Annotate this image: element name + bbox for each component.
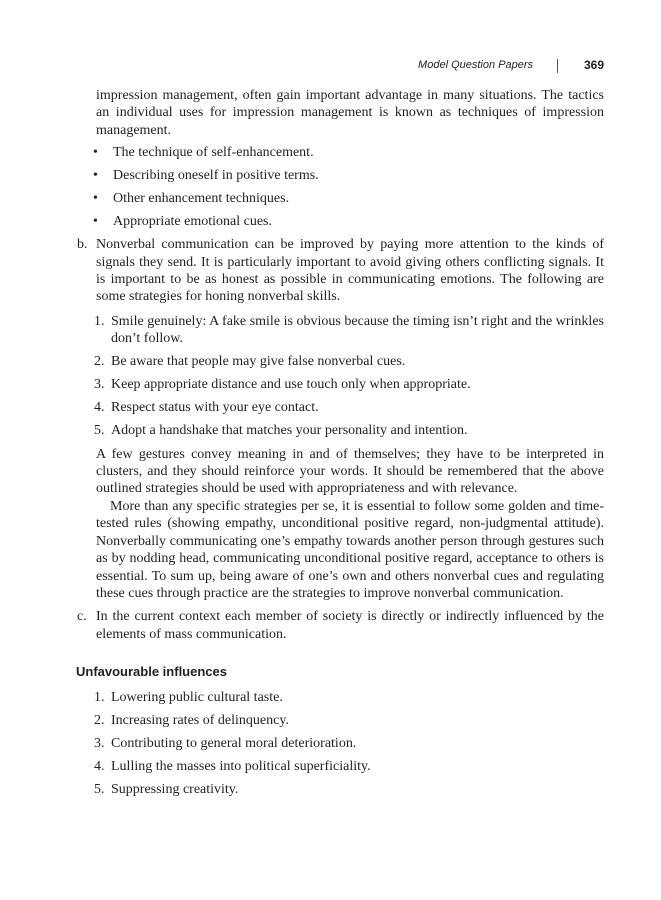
list-item	[94, 399, 604, 416]
list-item-text: Contributing to general moral deterioration.	[111, 735, 357, 751]
page-body	[0, 87, 661, 804]
intro-bullet-list	[0, 144, 661, 230]
list-item	[94, 781, 604, 798]
list-item-text: Lulling the masses into political superficiality.	[111, 758, 371, 774]
item-b	[77, 236, 604, 306]
item-b-paragraph-1: A few gestures convey meaning in and of themselves; they have to be interpreted in clusters, and they should reinforce your words. It should be remembered that the above outlined strategies should be used with appropriateness and with relevance.	[96, 446, 604, 497]
list-item-text: Be aware that people may give false nonverbal cues.	[111, 354, 406, 370]
list-number: 5.	[94, 781, 105, 797]
list-item-text: Increasing rates of delinquency.	[111, 712, 289, 728]
bullet-icon: •	[93, 145, 98, 161]
list-number: 4.	[94, 400, 105, 416]
list-item-text: Adopt a handshake that matches your personality and intention.	[111, 423, 468, 439]
list-item-text: Appropriate emotional cues.	[113, 214, 273, 230]
list-item-text: Suppressing creativity.	[111, 781, 239, 797]
list-number: 1.	[94, 313, 105, 329]
bullet-icon: •	[93, 191, 98, 207]
header-divider	[557, 59, 558, 73]
list-item	[94, 376, 604, 393]
list-number: 1.	[94, 689, 105, 705]
list-item-text: Keep appropriate distance and use touch only when appropriate.	[111, 377, 471, 393]
list-number: 2.	[94, 354, 105, 370]
list-item-text: Lowering public cultural taste.	[111, 689, 283, 705]
list-item	[94, 735, 604, 752]
intro-paragraph: impression management, often gain important advantage in many situations. The tactics an individual uses for impression management is known as techniques of impression management.	[96, 88, 604, 138]
item-b-discussion	[96, 446, 604, 603]
unfavourable-list	[0, 689, 661, 798]
list-item	[94, 313, 604, 348]
list-number: 3.	[94, 735, 105, 751]
list-item	[93, 190, 661, 207]
list-item	[94, 712, 604, 729]
item-b-text: Nonverbal communication can be improved by paying more attention to the kinds of signals they send. It is particularly important to avoid giving others conflicting signals. It is important to be as honest as possible in communicating emotions. The following are some strategies for honing nonverbal skills.	[96, 237, 604, 305]
list-item	[94, 422, 604, 439]
item-c-text: In the current context each member of society is directly or indirectly influenced by the elements of mass communication.	[96, 609, 604, 642]
list-item-text: The technique of self-enhancement.	[113, 145, 314, 161]
list-item	[93, 144, 661, 161]
item-b-label: b.	[77, 237, 88, 253]
list-item-text: Describing oneself in positive terms.	[113, 168, 319, 184]
running-header	[0, 58, 661, 76]
running-title: Model Question Papers	[418, 59, 533, 71]
item-c-label: c.	[77, 609, 87, 625]
list-item	[94, 758, 604, 775]
page-number: 369	[584, 58, 605, 72]
list-item	[94, 689, 604, 706]
list-number: 3.	[94, 377, 105, 393]
list-number: 4.	[94, 758, 105, 774]
list-number: 5.	[94, 423, 105, 439]
bullet-icon: •	[93, 168, 98, 184]
list-item-text: Respect status with your eye contact.	[111, 400, 319, 416]
bullet-icon: •	[93, 214, 98, 230]
list-number: 2.	[94, 712, 105, 728]
list-item	[93, 167, 661, 184]
item-c	[77, 608, 604, 643]
list-item-text: Other enhancement techniques.	[113, 191, 290, 207]
strategies-list	[0, 313, 661, 440]
section-heading: Unfavourable influences	[76, 664, 227, 680]
list-item	[93, 213, 661, 230]
item-b-paragraph-2: More than any specific strategies per se, it is essential to follow some golden and time-tested rules (showing empathy, unconditional positive regard, non-judgmental attitude). Nonverbally communicating one’s empathy towards another person through gestures such as by nodding head, communicating unconditional positive regard, acceptance to others is essential. To sum up, being aware of one’s own and others nonverbal cues and regulating these cues through practice are the strategies to improve nonverbal communication.	[96, 498, 604, 601]
list-item-text: Smile genuinely: A fake smile is obvious because the timing isn’t right and the wrinkles don’t follow.	[111, 313, 604, 347]
list-item	[94, 353, 604, 370]
